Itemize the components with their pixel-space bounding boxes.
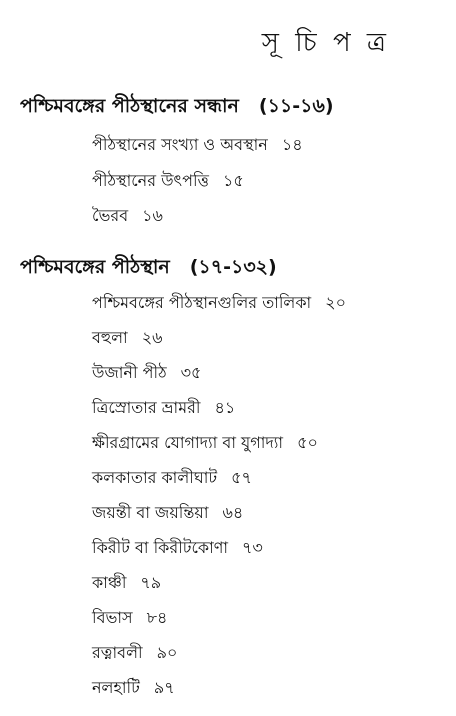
toc-entry [92, 640, 177, 667]
toc-entry-label: পশ্চিমবঙ্গের পীঠস্থানগুলির তালিকা [92, 293, 312, 312]
toc-entry [92, 465, 252, 492]
toc-entry-page: ৮৪ [146, 608, 168, 627]
toc-entry [92, 605, 167, 632]
toc-entry-page: ১৪ [281, 135, 303, 154]
toc-entry-page: ৬৪ [222, 503, 244, 522]
toc-entry-page: ৩৫ [180, 363, 202, 382]
toc-entry [92, 360, 201, 387]
toc-entry-label: ক্ষীরগ্রামের যোগাদ্যা বা যুগাদ্যা [92, 433, 284, 452]
toc-entry-label: বিভাস [92, 608, 133, 627]
toc-entry-page: ৯০ [156, 643, 178, 662]
toc-entry-label: কাঞ্চী [92, 573, 127, 592]
toc-entry-page: ৯৭ [153, 678, 175, 697]
toc-entry [92, 500, 243, 527]
toc-entry-page: ১৫ [222, 171, 244, 190]
toc-entry-page: ২৬ [141, 328, 163, 347]
toc-entry-label: কিরীট বা কিরীটকোণা [92, 538, 229, 557]
toc-entry-label: বহুলা [92, 328, 128, 347]
toc-entry-label: ভৈরব [92, 206, 129, 225]
toc-entry [92, 203, 163, 230]
toc-entry-page: ৭৩ [242, 538, 263, 557]
page-title: সূ চি প ত্র [261, 28, 390, 58]
toc-entry [92, 325, 163, 352]
toc-entry [92, 168, 244, 195]
toc-entry-label: পীঠস্থানের সংখ্যা ও অবস্থান [92, 135, 268, 154]
toc-entry-page: ৭৯ [140, 573, 162, 592]
section-page-range: (১৭-১৩২) [189, 256, 277, 278]
section-heading-text: পশ্চিমবঙ্গের পীঠস্থানের সন্ধান [20, 95, 239, 117]
toc-entry [92, 675, 175, 702]
section-page-range: (১১-১৬) [258, 95, 334, 117]
toc-entry [92, 570, 161, 597]
toc-entry-label: রত্নাবলী [92, 643, 143, 662]
section-heading-text: পশ্চিমবঙ্গের পীঠস্থান [20, 256, 170, 278]
section-heading [20, 253, 277, 285]
toc-entry-label: জয়ন্তী বা জয়ন্তিয়া [92, 503, 209, 522]
section-heading [20, 92, 334, 124]
toc-entry [92, 395, 235, 422]
toc-entry-page: ২০ [325, 293, 346, 312]
toc-entry-label: নলহাটি [92, 678, 140, 697]
toc-entry [92, 430, 318, 457]
toc-entry-page: ৪১ [214, 398, 236, 417]
toc-entry-label: কলকাতার কালীঘাট [92, 468, 218, 487]
toc-entry-page: ৫৭ [231, 468, 252, 487]
toc-entry [92, 535, 263, 562]
toc-entry [92, 132, 303, 159]
toc-entry-label: পীঠস্থানের উৎপত্তি [92, 171, 209, 190]
toc-entry-label: ত্রিস্রোতার ভ্রামরী [92, 398, 201, 417]
toc-entry-label: উজানী পীঠ [92, 363, 167, 382]
toc-entry-page: ৫০ [297, 433, 318, 452]
toc-entry [92, 290, 346, 317]
toc-entry-page: ১৬ [142, 206, 163, 225]
